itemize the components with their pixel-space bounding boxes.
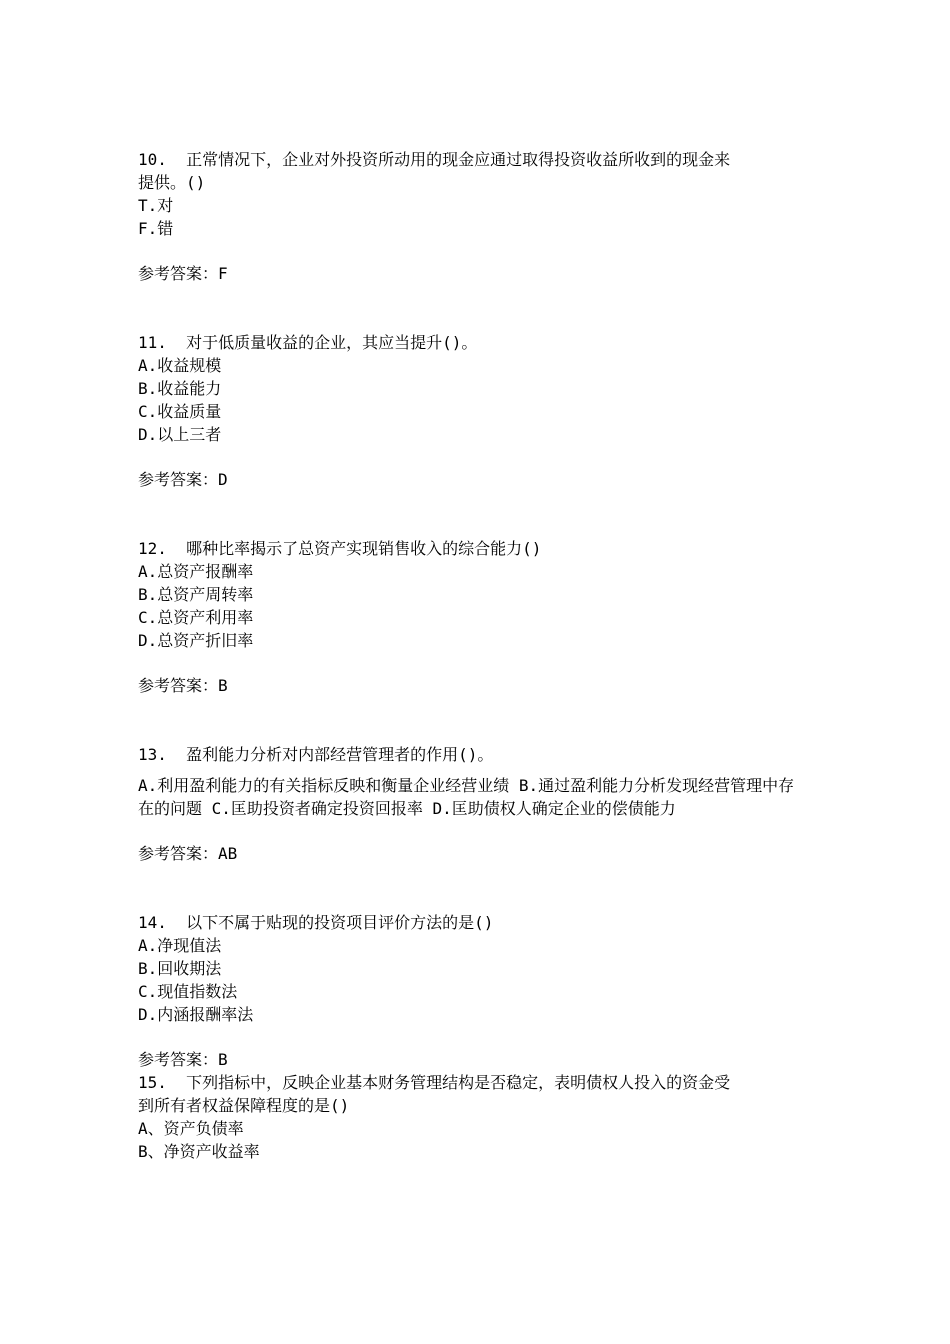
question-10 bbox=[138, 148, 838, 285]
question-stem: 到所有者权益保障程度的是() bbox=[138, 1096, 350, 1115]
option: C.现值指数法 bbox=[138, 982, 238, 1001]
option: F.错 bbox=[138, 219, 174, 238]
question-11 bbox=[138, 331, 838, 491]
option: B.收益能力 bbox=[138, 379, 222, 398]
option: D.以上三者 bbox=[138, 425, 222, 444]
option: D.总资产折旧率 bbox=[138, 631, 254, 650]
question-stem: 11. 对于低质量收益的企业，其应当提升()。 bbox=[138, 333, 478, 352]
answer: 参考答案：F bbox=[138, 264, 228, 283]
option: D.内涵报酬率法 bbox=[138, 1005, 254, 1024]
question-stem: 10. 正常情况下，企业对外投资所动用的现金应通过取得投资收益所收到的现金来 bbox=[138, 150, 731, 169]
option: A.收益规模 bbox=[138, 356, 222, 375]
spacer bbox=[138, 865, 838, 911]
option: B.总资产周转率 bbox=[138, 585, 254, 604]
question-14 bbox=[138, 911, 838, 1071]
option: T.对 bbox=[138, 196, 174, 215]
question-13 bbox=[138, 743, 838, 865]
question-stem: 提供。() bbox=[138, 173, 206, 192]
answer: 参考答案：D bbox=[138, 470, 228, 489]
spacer bbox=[138, 285, 838, 331]
question-15 bbox=[138, 1071, 838, 1163]
option: C.收益质量 bbox=[138, 402, 222, 421]
answer: 参考答案：AB bbox=[138, 844, 238, 863]
option: A.总资产报酬率 bbox=[138, 562, 254, 581]
option: B.回收期法 bbox=[138, 959, 222, 978]
spacer bbox=[138, 491, 838, 537]
question-12 bbox=[138, 537, 838, 697]
answer: 参考答案：B bbox=[138, 1050, 228, 1069]
question-stem: 13. 盈利能力分析对内部经营管理者的作用()。 bbox=[138, 745, 494, 764]
document-page bbox=[138, 148, 838, 1163]
spacer bbox=[138, 697, 838, 743]
option: B、净资产收益率 bbox=[138, 1142, 260, 1161]
option: A、资产负债率 bbox=[138, 1119, 244, 1138]
answer: 参考答案：B bbox=[138, 676, 228, 695]
options-paragraph: A.利用盈利能力的有关指标反映和衡量企业经营业绩 B.通过盈利能力分析发现经营管理中存在的问题 C.匡助投资者确定投资回报率 D.匡助债权人确定企业的偿债能力 bbox=[138, 776, 795, 818]
question-stem: 12. 哪种比率揭示了总资产实现销售收入的综合能力() bbox=[138, 539, 542, 558]
option: C.总资产利用率 bbox=[138, 608, 254, 627]
question-stem: 14. 以下不属于贴现的投资项目评价方法的是() bbox=[138, 913, 494, 932]
option: A.净现值法 bbox=[138, 936, 222, 955]
question-stem: 15. 下列指标中，反映企业基本财务管理结构是否稳定，表明债权人投入的资金受 bbox=[138, 1073, 731, 1092]
